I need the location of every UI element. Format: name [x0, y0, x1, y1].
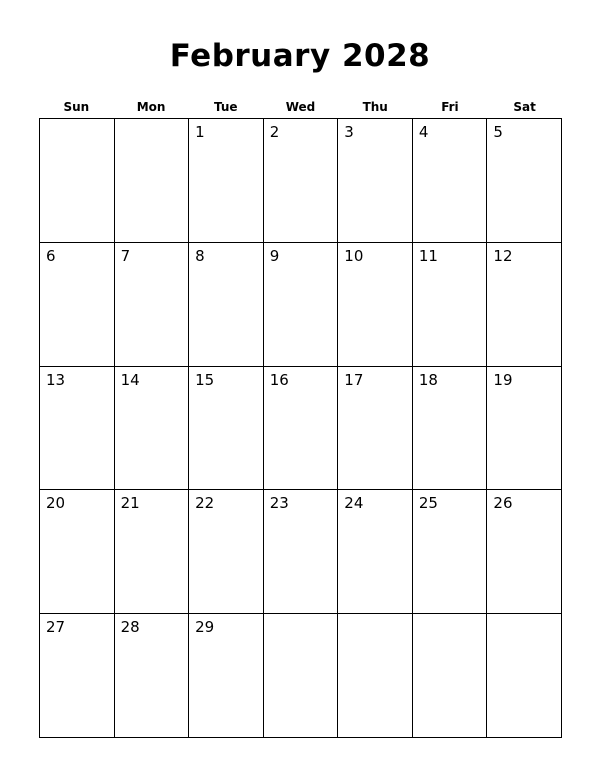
- day-number: 21: [120, 494, 140, 513]
- day-number: 15: [195, 370, 215, 389]
- weekday-label: Wed: [285, 100, 316, 114]
- day-cell: [264, 119, 339, 243]
- day-cell: [189, 119, 264, 243]
- weekday-label: Tue: [214, 100, 238, 114]
- day-number: 7: [120, 246, 131, 265]
- day-cell: [115, 243, 190, 367]
- day-number: 14: [120, 370, 140, 389]
- day-cell: [264, 243, 339, 367]
- day-number: 4: [418, 123, 429, 141]
- day-number: 22: [195, 494, 215, 513]
- day-cell: [264, 490, 339, 614]
- day-number: 8: [195, 246, 205, 265]
- weekday-label: Fri: [441, 100, 459, 114]
- day-cell: [413, 367, 488, 491]
- day-number: 9: [269, 246, 280, 265]
- day-cell: [487, 614, 562, 738]
- day-number: 25: [418, 494, 438, 513]
- day-cell: [115, 614, 190, 738]
- day-number: 18: [418, 370, 438, 389]
- day-cell: [189, 490, 264, 614]
- day-number: 12: [493, 246, 513, 265]
- day-cell: [338, 243, 413, 367]
- day-number: 5: [493, 123, 503, 141]
- day-number: 13: [46, 370, 66, 389]
- day-cell: [115, 367, 190, 491]
- day-number: 11: [418, 246, 438, 265]
- day-cell: [338, 367, 413, 491]
- day-cell: [413, 614, 488, 738]
- calendar-title: February 2028: [169, 38, 431, 74]
- day-cell: [487, 367, 562, 491]
- day-number: 10: [344, 246, 364, 265]
- day-cell: [189, 614, 264, 738]
- day-cell: [487, 119, 562, 243]
- day-number: 27: [46, 618, 66, 637]
- day-number: 19: [493, 370, 513, 389]
- day-cell: [413, 243, 488, 367]
- weekday-label: Thu: [362, 100, 388, 114]
- day-number: 6: [46, 246, 56, 265]
- day-cell: [338, 490, 413, 614]
- weekday-label: Mon: [136, 100, 166, 114]
- day-cell: [40, 243, 115, 367]
- day-cell: [264, 614, 339, 738]
- day-number: 2: [269, 123, 280, 141]
- day-number: 16: [269, 370, 289, 389]
- day-cell: [189, 367, 264, 491]
- day-cell: [338, 119, 413, 243]
- day-number: 24: [344, 494, 364, 513]
- day-number: 23: [269, 494, 289, 513]
- weekday-header-row: [39, 99, 562, 115]
- day-cell: [115, 490, 190, 614]
- weekday-label: Sat: [513, 100, 536, 114]
- day-number: 29: [195, 618, 215, 637]
- day-cell: [338, 614, 413, 738]
- day-number: 3: [344, 123, 354, 141]
- day-number: 20: [46, 494, 66, 513]
- day-cell: [264, 367, 339, 491]
- day-cell: [40, 490, 115, 614]
- day-cell: [487, 490, 562, 614]
- day-cell: [40, 367, 115, 491]
- weekday-label: Sun: [63, 100, 90, 114]
- day-cell: [40, 614, 115, 738]
- day-cell: [487, 243, 562, 367]
- day-cell: [115, 119, 190, 243]
- calendar-grid: [39, 118, 562, 738]
- day-cell: [189, 243, 264, 367]
- day-cell: [413, 119, 488, 243]
- day-number: 1: [195, 123, 205, 141]
- day-cell: [413, 490, 488, 614]
- day-number: 28: [120, 618, 140, 637]
- day-number: 26: [493, 494, 513, 513]
- day-cell: [40, 119, 115, 243]
- day-number: 17: [344, 370, 364, 389]
